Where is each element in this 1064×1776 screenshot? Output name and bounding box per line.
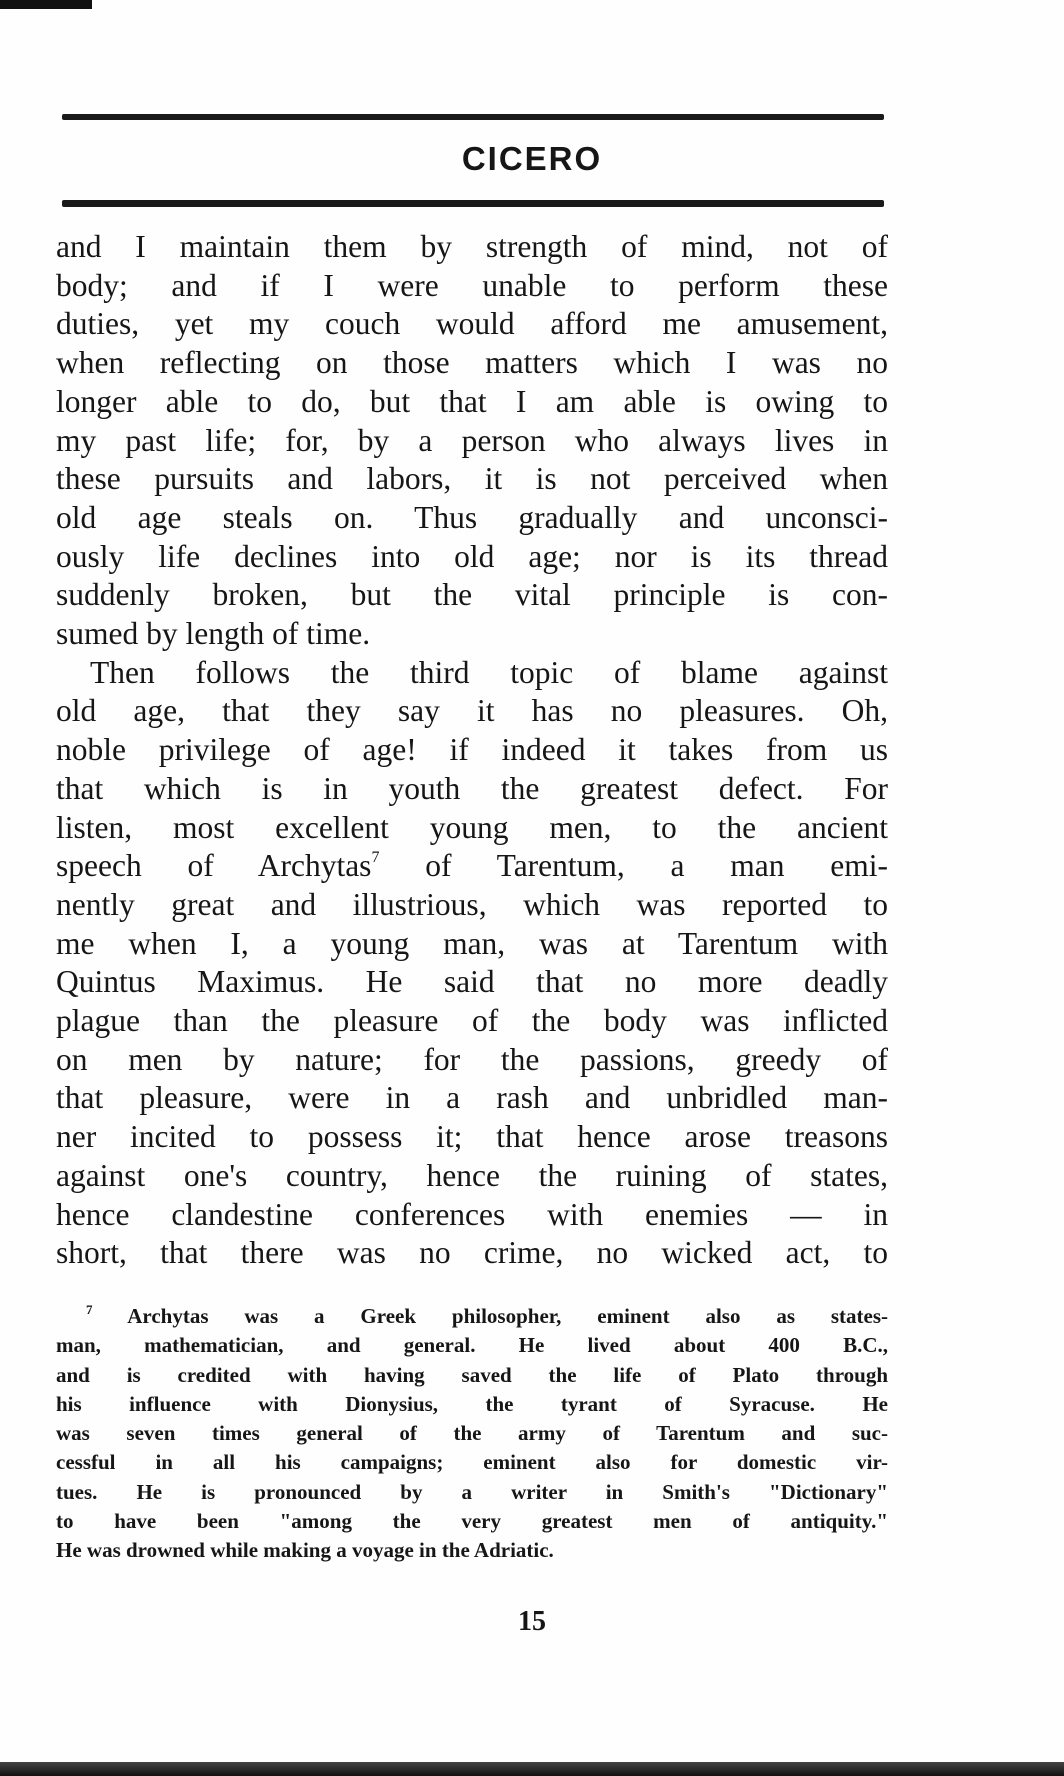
footnote-line bbox=[56, 1302, 888, 1331]
body-line: when reflecting on those matters which I was no bbox=[56, 345, 888, 381]
body-line: plague than the pleasure of the body was inflicted bbox=[56, 1003, 888, 1039]
scan-corner-mark bbox=[0, 0, 92, 9]
running-head: CICERO bbox=[461, 140, 603, 177]
body-line-part: of Tarentum, a man emi- bbox=[425, 848, 889, 884]
footnote-line: He was drowned while making a voyage in the Adriatic. bbox=[56, 1538, 554, 1563]
footnote-marker: 7 bbox=[86, 1302, 93, 1317]
body-line: me when I, a young man, was at Tarentum with bbox=[56, 925, 888, 961]
footnote-line: man, mathematician, and general. He lived about 400 B.C., bbox=[56, 1333, 888, 1358]
footnote-line: was seven times general of the army of Tarentum and suc- bbox=[56, 1421, 888, 1446]
footnote-line: his influence with Dionysius, the tyrant of Syracuse. He bbox=[56, 1391, 888, 1416]
body-line: Quintus Maximus. He said that no more deadly bbox=[56, 964, 888, 1000]
body-line: old age, that they say it has no pleasures. Oh, bbox=[56, 693, 888, 729]
body-line: that which is in youth the greatest defect. For bbox=[56, 770, 888, 806]
scan-bottom-edge bbox=[0, 1762, 1064, 1776]
body-line: suddenly broken, but the vital principle is con- bbox=[56, 577, 888, 613]
footnote bbox=[56, 1302, 888, 1566]
body-text bbox=[56, 228, 888, 1273]
footnote-line: to have been "among the very greatest men of antiquity." bbox=[56, 1509, 888, 1534]
body-line: that pleasure, were in a rash and unbridled man- bbox=[56, 1080, 888, 1116]
footnote-reference: 7 bbox=[371, 849, 380, 867]
body-line-part: speech of Archytas bbox=[56, 848, 372, 884]
body-line: duties, yet my couch would afford me amusement, bbox=[56, 306, 888, 342]
body-line: on men by nature; for the passions, greedy of bbox=[56, 1041, 888, 1077]
body-line: listen, most excellent young men, to the ancient bbox=[56, 809, 888, 845]
footnote-line-text: Archytas was a Greek philosopher, eminent also as states- bbox=[127, 1304, 889, 1328]
body-line: sumed by length of time. bbox=[56, 616, 371, 652]
body-line: these pursuits and labors, it is not perceived when bbox=[56, 461, 888, 497]
body-line: old age steals on. Thus gradually and unconsci- bbox=[56, 499, 888, 535]
body-line: noble privilege of age! if indeed it takes from us bbox=[56, 732, 888, 768]
body-line: body; and if I were unable to perform these bbox=[56, 267, 888, 303]
footnote-line: tues. He is pronounced by a writer in Smith's "Dictionary" bbox=[56, 1479, 888, 1504]
body-line: nently great and illustrious, which was reported to bbox=[56, 886, 888, 922]
body-line-with-note bbox=[56, 847, 888, 886]
page-number: 15 bbox=[518, 1606, 546, 1637]
body-line: and I maintain them by strength of mind, not of bbox=[56, 229, 888, 264]
body-line: ously life declines into old age; nor is its thread bbox=[56, 538, 888, 574]
body-line: against one's country, hence the ruining of states, bbox=[56, 1157, 888, 1193]
body-line: hence clandestine conferences with enemies — in bbox=[56, 1196, 888, 1232]
body-line: my past life; for, by a person who always lives in bbox=[56, 422, 888, 458]
body-line: longer able to do, but that I am able is owing to bbox=[56, 383, 888, 419]
header-rule-bottom bbox=[62, 200, 884, 207]
body-line: short, that there was no crime, no wicked act, to bbox=[56, 1235, 888, 1271]
footnote-line: cessful in all his campaigns; eminent also for domestic vir- bbox=[56, 1450, 888, 1475]
body-line: ner incited to possess it; that hence arose treasons bbox=[56, 1119, 888, 1155]
body-line: Then follows the third topic of blame against bbox=[90, 654, 888, 690]
header-rule-top bbox=[62, 114, 884, 120]
footnote-line: and is credited with having saved the life of Plato through bbox=[56, 1362, 888, 1387]
